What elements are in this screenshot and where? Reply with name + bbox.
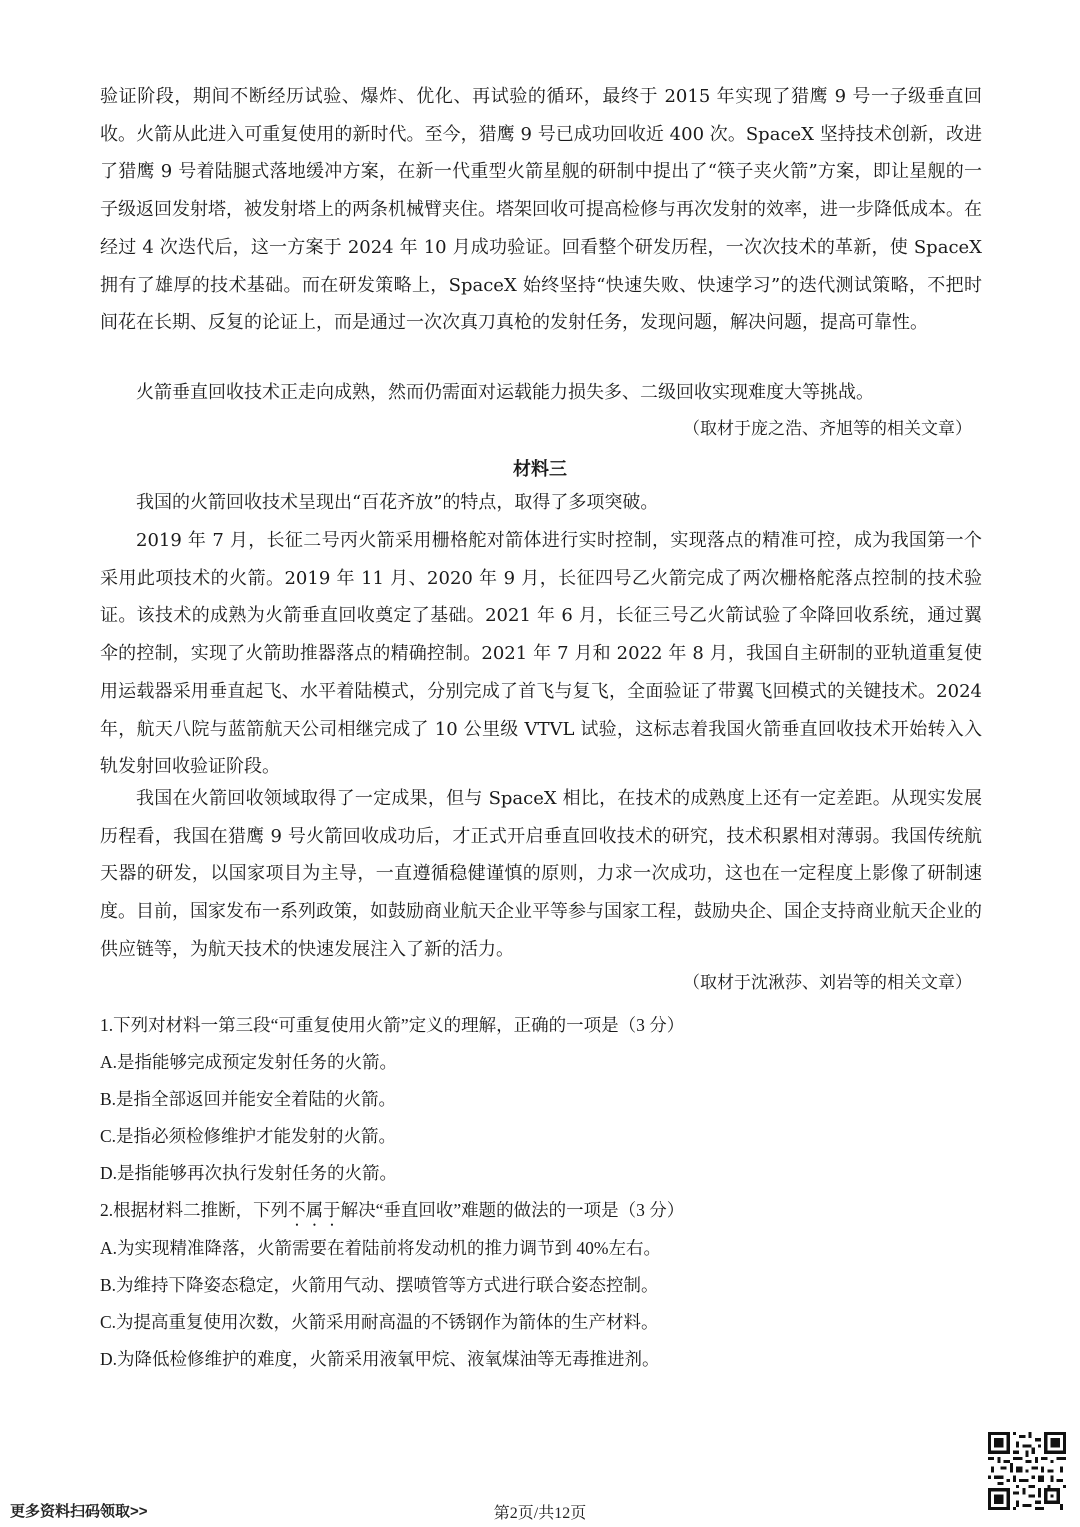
material2-paragraph-conclusion: 火箭垂直回收技术正走向成熟，然而仍需面对运载能力损失多、二级回收实现难度大等挑战。 — [136, 382, 874, 403]
material3-paragraph-3: 我国在火箭回收领域取得了一定成果，但与 SpaceX 相比，在技术的成熟度上还有一定差距。从现实发展历程看，我国在猎鹰 9 号火箭回收成功后，才正式开启垂直回收技术的研究，技术积累相对薄弱。我国传统航天器的研发，以国家项目为主导，一直遵循稳健谨慎的原则，力求一次成功，这也在一定程度上影像了研制速度。目前，国家发布一系列政策，如鼓励商业航天企业平等参与国家工程，鼓励央企、国企支持商业航天企业的供应链等，为航天技术的快速发展注入了新的活力。 — [100, 788, 982, 960]
question-2-option-b: B.为维持下降姿态稳定，火箭用气动、摆喷管等方式进行联合姿态控制。 — [100, 1275, 659, 1295]
question-2-stem — [100, 1197, 990, 1230]
question-2-stem-pre: 2.根据材料二推断，下列 — [100, 1200, 289, 1220]
material3-heading: 材料三 — [513, 459, 567, 480]
material2-paragraph-end: 验证阶段，期间不断经历试验、爆炸、优化、再试验的循环，最终于 2015 年实现了猎鹰 9 号一子级垂直回收。火箭从此进入可重复使用的新时代。至今，猎鹰 9 号已成功回收近 400 次。SpaceX 坚持技术创新，改进了猎鹰 9 号着陆腿式落地缓冲方案，在新一代重型火箭星舰的研制中提出了“筷子夹火箭”方案，即让星舰的一子级返回发射塔，被发射塔上的两条机械臂夹住。塔架回收可提高检修与再次发射的效率，进一步降低成本。在经过 4 次迭代后，这一方案于 2024 年 10 月成功验证。回看整个研发历程，一次次技术的革新，使 SpaceX 拥有了雄厚的技术基础。而在研发策略上，SpaceX 始终坚持“快速失败、快速学习”的迭代测试策略，不把时间花在长期、反复的论证上，而是通过一次次真刀真枪的发射任务，发现问题，解决问题，提高可靠性。 — [100, 86, 982, 334]
more-resources-link[interactable]: 更多资料扫码领取>> — [10, 1503, 148, 1520]
question-2-option-c: C.为提高重复使用次数，火箭采用耐高温的不锈钢作为箭体的生产材料。 — [100, 1312, 659, 1332]
question-2-option-a: A.为实现精准降落，火箭需要在着陆前将发动机的推力调节到 40%左右。 — [100, 1238, 661, 1258]
question-1-option-b: B.是指全部返回并能安全着陆的火箭。 — [100, 1089, 397, 1109]
qr-code-icon[interactable] — [988, 1432, 1066, 1510]
material2-source: （取材于庞之浩、齐旭等的相关文章） — [683, 419, 972, 439]
material3-source: （取材于沈湫莎、刘岩等的相关文章） — [683, 973, 972, 993]
question-1-option-d: D.是指能够再次执行发射任务的火箭。 — [100, 1163, 398, 1183]
question-2-stem-post: 解决“垂直回收”难题的做法的一项是（3 分） — [340, 1200, 685, 1220]
question-2-option-d: D.为降低检修维护的难度，火箭采用液氧甲烷、液氧煤油等无毒推进剂。 — [100, 1349, 660, 1369]
question-1-option-a: A.是指能够完成预定发射任务的火箭。 — [100, 1052, 398, 1072]
question-1-option-c: C.是指必须检修维护才能发射的火箭。 — [100, 1126, 397, 1146]
material3-paragraph-1: 我国的火箭回收技术呈现出“百花齐放”的特点，取得了多项突破。 — [136, 492, 659, 513]
page-number: 第2页/共12页 — [493, 1505, 587, 1522]
material3-paragraph-2: 2019 年 7 月，长征二号丙火箭采用栅格舵对箭体进行实时控制，实现落点的精准可控，成为我国第一个采用此项技术的火箭。2019 年 11 月、2020 年 9 月，长征四号乙火箭完成了两次栅格舵落点控制的技术验证。该技术的成熟为火箭垂直回收奠定了基础。2021 年 6 月，长征三号乙火箭试验了伞降回收系统，通过翼伞的控制，实现了火箭助推器落点的精确控制。2021 年 7 月和 2022 年 8 月，我国自主研制的亚轨道重复使用运载器采用垂直起飞、水平着陆模式，分别完成了首飞与复飞，全面验证了带翼飞回模式的关键技术。2024 年，航天八院与蓝箭航天公司相继完成了 10 公里级 VTVL 试验，这标志着我国火箭垂直回收技术开始转入入轨发射回收验证阶段。 — [100, 530, 982, 778]
question-2-emphasis: 不属于 — [288, 1200, 341, 1220]
question-1-stem: 1.下列对材料一第三段“可重复使用火箭”定义的理解，正确的一项是（3 分） — [100, 1015, 685, 1035]
